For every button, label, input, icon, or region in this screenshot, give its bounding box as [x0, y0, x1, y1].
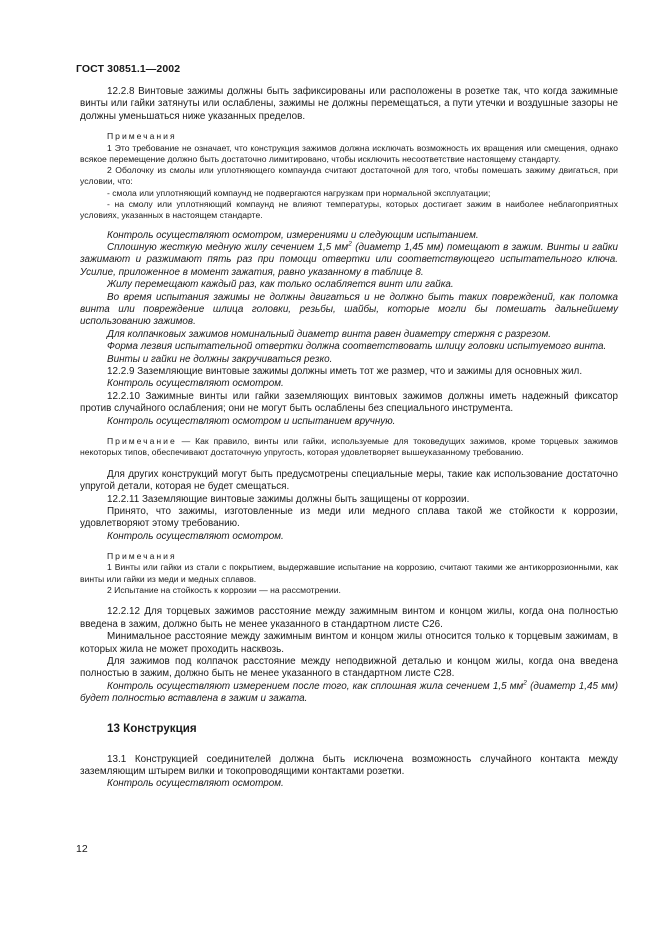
paragraph: Минимальное расстояние между зажимным винтом и концом жилы относится только к торцевым зажимам, в которых жила не может проходить насквозь.: [80, 631, 618, 655]
text-fragment: (диаметр 1,45 мм) помещают в зажим. Винты и гайки зажимают и разжимают пять раз при помощи отвертки или соответствующего испытательного ключа. Усилие, приложенное в момент зажатия, равно указанному в таблице 8.: [80, 242, 618, 278]
test-paragraph: Форма лезвия испытательной отвертки должна соответствовать шлицу головки испытуемого винта.: [107, 341, 607, 353]
page-number: 12: [76, 843, 88, 855]
paragraph-12-2-11: 12.2.11 Заземляющие винтовые зажимы должны быть защищены от коррозии.: [107, 493, 470, 505]
note-heading: Примечание: [107, 436, 177, 447]
superscript: 2: [523, 679, 527, 687]
superscript: 2: [348, 240, 352, 248]
test-paragraph: [80, 681, 618, 706]
test-paragraph: Контроль осуществляют осмотром.: [107, 378, 284, 390]
page-header: ГОСТ 30851.1—2002: [76, 63, 181, 75]
note-block: [80, 436, 618, 459]
note-list-item: - на смолу или уплотняющий компаунд не влияют температуры, которых достигает зажим в наиболее неблагоприятных условиях, указанных в настоящем стандарте.: [80, 199, 618, 221]
text-fragment: Контроль осуществляют измерением после того, как сплошная жила сечением 1,5 мм: [107, 680, 524, 692]
note-item: 2 Оболочку из смолы или уплотняющего компаунда считают достаточной для того, чтобы помешать зажиму двигаться, при условии, что:: [80, 165, 618, 187]
paragraph: Принято, что зажимы, изготовленные из меди или медного сплава такой же стойкости к коррозии, удовлетворяют этому требованию.: [80, 505, 618, 530]
note-heading: Примечания: [107, 551, 177, 562]
paragraph-13-1: 13.1 Конструкцией соединителей должна быть исключена возможность случайного контакта между заземляющим штырем вилки и токопроводящими контактами розетки.: [80, 753, 618, 777]
paragraph: Для зажимов под колпачок расстояние между неподвижной деталью и концом жилы, когда она введена полностью в зажим, должно быть не менее указанного в стандартном листе С28.: [80, 655, 618, 680]
document-body: [80, 86, 618, 791]
test-paragraph: Контроль осуществляют осмотром и испытанием вручную.: [107, 415, 396, 427]
paragraph-12-2-10: 12.2.10 Зажимные винты или гайки заземляющих винтовых зажимов должны иметь надежный фиксатор против случайного ослабления; они не могут быть ослаблены без специального инструмента.: [80, 390, 618, 415]
text-fragment: (диаметр 1,45 мм) будет полностью вставлена в зажим и зажата.: [80, 680, 618, 705]
test-paragraph: Контроль осуществляют осмотром.: [107, 778, 284, 790]
section-title: 13 Конструкция: [107, 721, 197, 735]
test-paragraph: [80, 242, 618, 279]
note-item: 1 Винты или гайки из стали с покрытием, выдержавшие испытание на коррозию, считают такими же антикоррозионными, как винты или гайки из меди и медных сплавов.: [80, 562, 618, 584]
paragraph: Для других конструкций могут быть предусмотрены специальные меры, такие как использование достаточно упругой детали, которая не будет смещаться.: [80, 468, 618, 493]
paragraph-12-2-9: 12.2.9 Заземляющие винтовые зажимы должны иметь тот же размер, что и зажимы для основных жил.: [107, 366, 583, 378]
test-paragraph: Винты и гайки не должны закручиваться резко.: [107, 353, 333, 365]
test-paragraph: Для колпачковых зажимов номинальный диаметр винта равен диаметру стержня с разрезом.: [107, 328, 551, 340]
test-paragraph: Контроль осуществляют осмотром, измерениями и следующим испытанием.: [107, 229, 479, 241]
test-paragraph: Жилу перемещают каждый раз, как только ослабляется винт или гайка.: [107, 279, 454, 291]
note-list-item: - смола или уплотняющий компаунд не подвергаются нагрузкам при нормальной эксплуатации;: [107, 187, 491, 198]
test-paragraph: Во время испытания зажимы не должны двигаться и не должно быть таких повреждений, как поломка винта или повреждение шлица головки, резьбы, шайбы, которые могли бы помешать дальнейшему использованию зажимов.: [80, 291, 618, 328]
note-item: 2 Испытание на стойкость к коррозии — на рассмотрении.: [107, 585, 341, 596]
test-paragraph: Контроль осуществляют осмотром.: [107, 530, 284, 542]
paragraph-12-2-12: 12.2.12 Для торцевых зажимов расстояние между зажимным винтом и концом жилы, когда она полностью введена в зажим, должно быть не менее указанного в стандартном листе С26.: [80, 606, 618, 630]
text-fragment: Сплошную жесткую медную жилу сечением 1,5 мм: [107, 242, 349, 253]
paragraph-12-2-8: 12.2.8 Винтовые зажимы должны быть зафиксированы или расположены в розетке так, что когда зажимные винты или гайки затянуты или ослаблены, зажимы не должны перемещаться, а пути утечки и воздушные зазоры не должны уменьшаться ниже указанных пределов.: [80, 86, 618, 122]
note-item: 1 Это требование не означает, что конструкция зажимов должна исключать возможность их вращения или смещения, однако всякое перемещение должно быть достаточно лимитировано, чтобы исключить несоответствие настоящему стандарту.: [80, 142, 618, 164]
note-text: — Как правило, винты или гайки, используемые для токоведущих зажимов, кроме торцевых зажимов некоторых типов, обеспечивают достаточную упругость, которая удовлетворяет вышеуказанному требованию.: [80, 436, 618, 458]
note-heading: Примечания: [107, 131, 177, 142]
